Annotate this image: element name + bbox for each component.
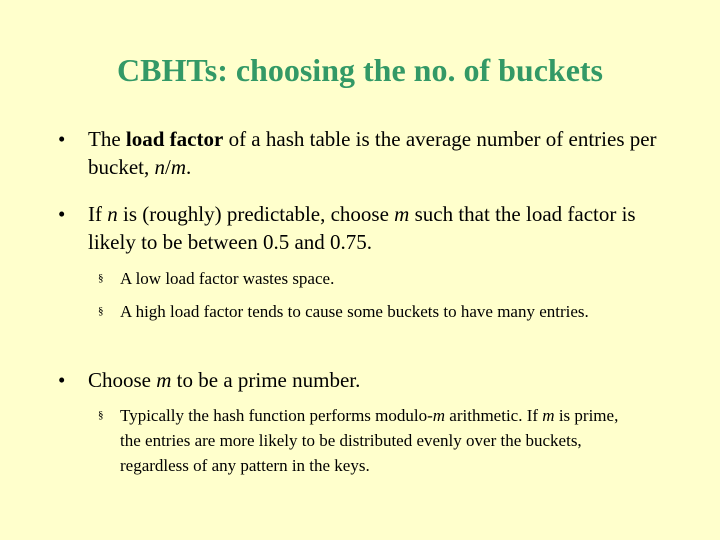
bullet-icon: • bbox=[58, 368, 66, 392]
sub-bullet-text: A high load factor tends to cause some buckets to have many entries. bbox=[120, 302, 589, 321]
text-segment: to be a prime number. bbox=[171, 368, 361, 392]
sub-bullet-text bbox=[120, 403, 640, 478]
bullet-text bbox=[88, 366, 658, 394]
text-segment: Typically the hash function performs modulo- bbox=[120, 406, 433, 425]
text-segment: . bbox=[186, 155, 192, 179]
var-m: m bbox=[170, 155, 186, 179]
var-m: m bbox=[394, 202, 410, 226]
text-segment: Choose bbox=[88, 368, 157, 392]
sub-bullet-modulo bbox=[98, 403, 640, 478]
text-segment: is (roughly) predictable, choose bbox=[117, 202, 395, 226]
text-segment: arithmetic. If bbox=[445, 406, 543, 425]
sub-bullet-low-load bbox=[98, 266, 640, 291]
var-m: m bbox=[432, 406, 446, 425]
sub-bullet-high-load bbox=[98, 299, 640, 324]
var-n: n bbox=[107, 202, 118, 226]
var-n: n bbox=[154, 155, 165, 179]
var-m: m bbox=[156, 368, 172, 392]
slide-title: CBHTs: choosing the no. of buckets bbox=[116, 52, 603, 88]
section-sign-icon: § bbox=[98, 305, 104, 317]
text-segment: / bbox=[164, 155, 171, 179]
section-sign-icon: § bbox=[98, 272, 104, 284]
bullet-icon: • bbox=[58, 127, 66, 151]
term-load-factor: load factor bbox=[125, 127, 224, 151]
bullet-text bbox=[88, 125, 658, 181]
text-segment: If bbox=[88, 202, 108, 226]
var-m: m bbox=[542, 406, 555, 425]
text-segment: is prime, the entries are more likely to be distributed evenly over the buckets, regardless of any pattern in the keys. bbox=[120, 406, 619, 475]
text-segment: The bbox=[88, 127, 126, 151]
text-segment: of a hash table is the average number of entries per bucket, bbox=[88, 127, 657, 179]
sub-bullet-text: A low load factor wastes space. bbox=[120, 269, 335, 288]
bullet-load-factor bbox=[58, 125, 658, 181]
bullet-text bbox=[88, 200, 658, 256]
bullet-prime bbox=[58, 366, 658, 394]
bullet-icon: • bbox=[58, 202, 66, 226]
text-segment: such that the load factor is likely to be between 0.5 and 0.75. bbox=[88, 202, 636, 254]
section-sign-icon: § bbox=[98, 409, 104, 421]
bullet-predictable bbox=[58, 200, 658, 256]
